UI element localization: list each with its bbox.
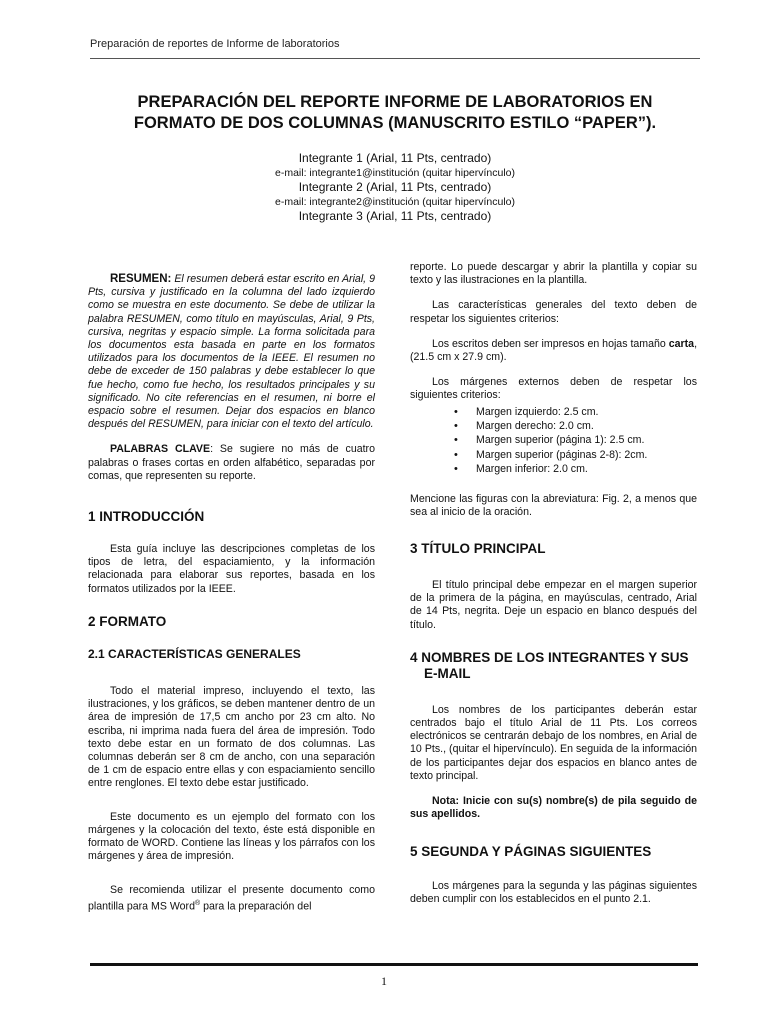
author-email: e-mail: integrante1@institución (quitar hipervínculo) <box>274 167 516 179</box>
page-number: 1 <box>381 974 387 988</box>
abstract <box>88 273 375 431</box>
author-name: Integrante 1 (Arial, 11 Pts, centrado) <box>298 151 492 165</box>
paragraph: El título principal debe empezar en el margen superior de la primera de la página, en mayúsculas, centrado, Arial de 14 Pts, negrita. Deje un espacio en blanco después del título. <box>410 579 697 631</box>
section-heading-formato: 2 FORMATO <box>88 613 167 629</box>
author-email: e-mail: integrante2@institución (quitar hipervínculo) <box>274 196 516 208</box>
paragraph <box>88 884 375 914</box>
paragraph: Los nombres de los participantes deberán estar centrados bajo el título Arial de 11 Pts. Los correos electrónicos se centrarán debajo de los nombres, en Arial de 10 Pts., (quitar el hipervínculo). En seguida de la información de los participantes dejar dos espacios en blanco antes de texto principal. <box>410 703 697 782</box>
subsection-heading-caracteristicas: 2.1 CARACTERÍSTICAS GENERALES <box>88 646 301 661</box>
section-heading-nombres: 4 NOMBRES DE LOS INTEGRANTES Y SUS E-MAIL <box>410 649 689 681</box>
paragraph: Esta guía incluye las descripciones completas de los tipos de letra, del espaciamiento, y la información relacionada para elaborar sus reportes, basada en los formatos utilizados por la IEEE. <box>88 543 375 595</box>
section-heading-segunda: 5 SEGUNDA Y PÁGINAS SIGUIENTES <box>410 843 652 859</box>
footer-rule <box>90 963 698 966</box>
list-item: • Margen superior (páginas 2-8): 2cm. <box>476 448 697 462</box>
right-column <box>410 261 697 918</box>
paragraph: Este documento es un ejemplo del formato con los márgenes y la colocación del texto, éste está disponible en formato de WORD. Contiene las líneas y los párrafos con los márgenes y área de impresión. <box>88 810 375 863</box>
list-item: • Margen superior (página 1): 2.5 cm. <box>476 433 697 447</box>
authors-block <box>90 151 700 224</box>
author-name: Integrante 3 (Arial, 11 Pts, centrado) <box>298 209 492 223</box>
list-item: • Margen izquierdo: 2.5 cm. <box>476 405 697 419</box>
section-heading-titulo-principal: 3 TÍTULO PRINCIPAL <box>410 541 546 557</box>
paragraph-text: , (21.5 cm x 27.9 cm). <box>410 337 698 364</box>
paragraph: Mencione las figuras con la abreviatura: Fig. 2, a menos que sea al inicio de la oración. <box>410 492 697 518</box>
keywords <box>88 443 375 483</box>
list-item: • Margen derecho: 2.0 cm. <box>476 419 697 433</box>
keywords-text: : Se sugiere no más de cuatro palabras o frases cortas en orden alfabético, separadas por comas, que representen su reporte. <box>88 443 375 482</box>
title-line-2: FORMATO DE DOS COLUMNAS (MANUSCRITO ESTILO “PAPER”). <box>133 114 657 132</box>
paragraph-text: Se recomienda utilizar el presente documento como plantilla para MS Word <box>88 883 375 913</box>
running-header: Preparación de reportes de Informe de laboratorios <box>90 38 700 59</box>
section-heading-introduccion: 1 INTRODUCCIÓN <box>88 509 205 525</box>
paragraph: Todo el material impreso, incluyendo el texto, las ilustraciones, y los gráficos, se deben mantener dentro de un área de impresión de 17,5 cm ancho por 23 cm alto. No escriba, ni imprima nada fuera del área de impresión. Todo texto debe estar en un formato de dos columnas. Las columnas deberán ser 8 cm de ancho, con una separación de 1 cm de espacio entre ellas y con espaciamiento sencillo entre renglones. El texto debe estar justificado. <box>88 685 375 790</box>
list-item: • Margen inferior: 2.0 cm. <box>476 462 697 476</box>
registered-mark: ® <box>194 899 201 907</box>
keywords-label: PALABRAS CLAVE <box>110 443 211 456</box>
paragraph: reporte. Lo puede descargar y abrir la plantilla y copiar su texto y las ilustraciones en la plantilla. <box>410 261 697 287</box>
title-line-1: PREPARACIÓN DEL REPORTE INFORME DE LABORATORIOS EN <box>137 93 653 111</box>
margins-list <box>410 405 697 477</box>
paragraph-text: Los escritos deben ser impresos en hojas tamaño <box>432 337 669 350</box>
abstract-label: RESUMEN: <box>110 273 172 285</box>
bold-text: carta <box>668 337 695 350</box>
paragraph-text: para la preparación del <box>200 900 312 913</box>
abstract-text: El resumen deberá estar escrito en Arial, 9 Pts, cursiva y justificado en la columna del lado izquierdo como se muestra en este documento. Se debe de utilizar la palabra RESUMEN, como título en mayúsculas, Arial, 9 Pts, cursiva, negritas y espacio simple. La forma solicitada para los documentos esta basada en parte en los formatos utilizados para los documentos de la IEEE. El resumen no debe de exceder de 150 palabras y debe establecer lo que fue hecho, como fue hecho, los resultados principales y su significado. No cite referencias en el resumen, ni borre el espacio sobre el resumen. Dejar dos espacios en blanco después del RESUMEN, para iniciar con el texto del artículo. <box>88 273 375 431</box>
paragraph: Las características generales del texto deben de respetar los siguientes criterios: <box>410 299 697 325</box>
note: Nota: Inicie con su(s) nombre(s) de pila seguido de sus apellidos. <box>410 795 697 821</box>
paragraph <box>410 338 697 364</box>
paragraph: Los márgenes para la segunda y las páginas siguientes deben cumplir con los establecidos en el punto 2.1. <box>410 879 697 905</box>
document-title <box>90 92 700 134</box>
author-name: Integrante 2 (Arial, 11 Pts, centrado) <box>298 180 492 194</box>
paragraph: Los márgenes externos deben de respetar los siguientes criterios: <box>410 376 697 402</box>
left-column <box>88 261 375 925</box>
